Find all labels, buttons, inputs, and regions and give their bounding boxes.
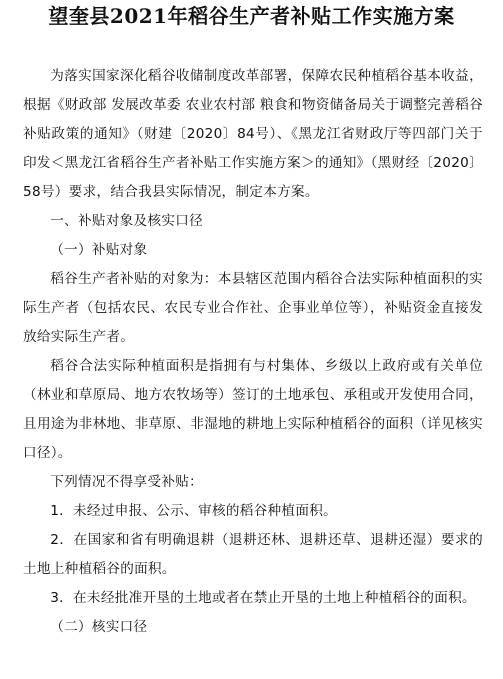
paragraph-subsidy-object: 稻谷生产者补贴的对象为：本县辖区范围内稻谷合法实际种植面积的实际生产者（包括农民、农民专业合作社、企事业单位等），补贴资金直接发放给实际生产者。 bbox=[23, 271, 483, 345]
exclusion-item: 1．未经过申报、公示、审核的稻谷种植面积。 bbox=[50, 503, 338, 519]
section-heading-subsidy-target: 一、补贴对象及核实口径 bbox=[50, 213, 204, 229]
subsection-heading-subsidy-object: （一）补贴对象 bbox=[50, 242, 148, 258]
document-title: 望奎县2021年稻谷生产者补贴工作实施方案 bbox=[48, 4, 455, 28]
exclusion-item: 2．在国家和省有明确退耕（退耕还林、退耕还草、退耕还湿）要求的土地上种植稻谷的面积。 bbox=[23, 532, 483, 577]
exclusion-item: 3．在未经批准开垦的土地或者在禁止开垦的土地上种植稻谷的面积。 bbox=[50, 590, 476, 606]
intro-paragraph: 为落实国家深化稻谷收储制度改革部署，保障农民种植稻谷基本收益，根据《财政部 发展改革委 农业农村部 粮食和物资储备局关于调整完善稻谷补贴政策的通知》（财建〔2020〕84号）、《黑龙江省财政厅等四部门关于印发＜黑龙江省稻谷生产者补贴工作实施方案＞的通知》（黑财经〔2020〕58号）要求，结合我县实际情况，制定本方案。 bbox=[23, 68, 483, 200]
paragraph-legal-area: 稻谷合法实际种植面积是指拥有与村集体、乡级以上政府或有关单位（林业和草原局、地方农牧场等）签订的土地承包、承租或开发使用合同，且用途为非林地、非草原、非湿地的耕地上实际种植稻谷的面积（详见核实口径）。 bbox=[23, 358, 483, 461]
document-body bbox=[23, 62, 483, 642]
exclusion-intro: 下列情况不得享受补贴： bbox=[50, 474, 204, 490]
subsection-heading-verification: （二）核实口径 bbox=[50, 619, 148, 635]
